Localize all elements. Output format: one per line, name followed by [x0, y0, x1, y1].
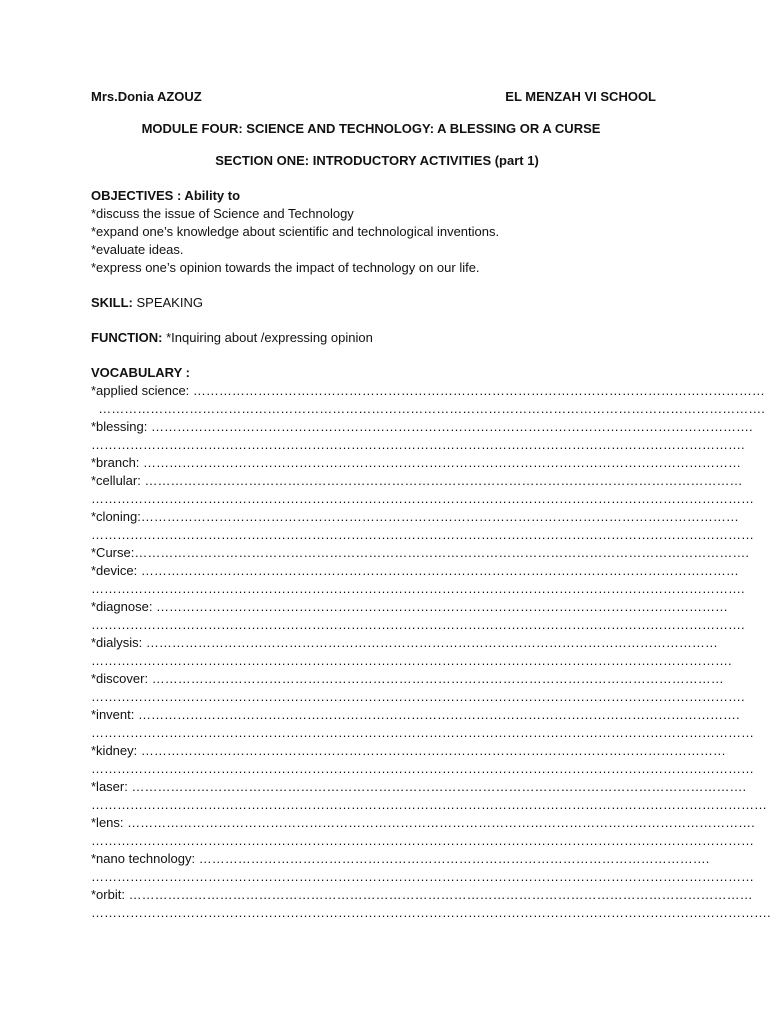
vocabulary-heading: VOCABULARY :: [91, 365, 190, 380]
function-label: FUNCTION:: [91, 330, 163, 345]
objective-item: *expand one’s knowledge about scientific and technological inventions.: [91, 224, 500, 239]
vocabulary-line[interactable]: *branch: …………………………………………………………………………………………………………………………: [91, 455, 742, 470]
module-title: MODULE FOUR: SCIENCE AND TECHNOLOGY: A BLESSING OR A CURSE: [141, 121, 601, 136]
vocabulary-line[interactable]: ………………………………………………………………………………………………………………………………………: [91, 725, 754, 740]
vocabulary-line[interactable]: ………………………………………………………………………………………………………………………………………: [91, 491, 754, 506]
vocabulary-line[interactable]: *kidney: ………………………………………………………………………………………………………………………: [91, 743, 726, 758]
function-value: *Inquiring about /expressing opinion: [162, 330, 373, 345]
vocabulary-line[interactable]: *invent: ………………………………………………………………………………………………………………………….: [91, 707, 740, 722]
vocabulary-line[interactable]: *orbit: ………………………………………………………………………………………………………………………………: [91, 887, 753, 902]
teacher-name: Mrs.Donia AZOUZ: [91, 89, 202, 104]
vocabulary-line[interactable]: *dialysis: ……………………………………………………………………………………………………………………: [91, 635, 718, 650]
skill-value: SPEAKING: [132, 295, 203, 310]
skill-label: SKILL:: [91, 295, 133, 310]
section-title: SECTION ONE: INTRODUCTORY ACTIVITIES (part 1): [215, 153, 539, 168]
vocabulary-line[interactable]: ……………………………………………………………………………………………………………………………………….: [91, 401, 765, 416]
vocabulary-line[interactable]: *device: …………………………………………………………………………………………………………………………: [91, 563, 739, 578]
vocabulary-lines: [91, 382, 771, 922]
vocabulary-line[interactable]: ………………………………………………………………………………………………………………………………………: [91, 761, 754, 776]
vocabulary-line[interactable]: *diagnose: ……………………………………………………………………………………………………………………: [91, 599, 729, 614]
vocabulary-line[interactable]: …………………………………………………………………………………………………………………………………….: [91, 581, 745, 596]
vocabulary-line[interactable]: ………………………………………………………………………………………………………………………………………: [91, 527, 754, 542]
vocabulary-line[interactable]: ………………………………………………………………………………………………………………………………………: [91, 833, 754, 848]
objective-item: *discuss the issue of Science and Technology: [91, 206, 354, 221]
vocabulary-line[interactable]: ………………………………………………………………………………………………………………………………………….: [91, 905, 771, 920]
vocabulary-line[interactable]: *cellular: …………………………………………………………………………………………………………………………: [91, 473, 743, 488]
vocabulary-line[interactable]: *Curse:…………………………………………………………………………………………………………………………….: [91, 545, 749, 560]
objective-item: *evaluate ideas.: [91, 242, 184, 257]
vocabulary-block: [91, 364, 771, 922]
worksheet-page: [91, 88, 771, 922]
vocabulary-line[interactable]: …………………………………………………………………………………………………………………………………….: [91, 437, 745, 452]
vocabulary-line[interactable]: *discover: ……………………………………………………………………………………………………………………: [91, 671, 724, 686]
objective-item: *express one’s opinion towards the impact of technology on our life.: [91, 260, 480, 275]
objectives-heading: OBJECTIVES : Ability to: [91, 188, 241, 203]
vocabulary-line[interactable]: *cloning:…………………………………………………………………………………………………………………………: [91, 509, 739, 524]
vocabulary-line[interactable]: …………………………………………………………………………………………………………………………………………: [91, 797, 767, 812]
vocabulary-line[interactable]: …………………………………………………………………………………………………………………………………….: [91, 689, 745, 704]
header-row: [91, 88, 677, 106]
school-name: EL MENZAH VI SCHOOL: [505, 89, 656, 104]
objectives-block: [91, 187, 677, 277]
vocabulary-line[interactable]: *nano technology: ……………………………………………………………………………………………………….: [91, 851, 710, 866]
vocabulary-line[interactable]: *blessing: ………………………………………………………………………………………………………………………….: [91, 419, 753, 434]
vocabulary-line[interactable]: *laser: …………………………………………………………………………………………………………………………….: [91, 779, 747, 794]
vocabulary-line[interactable]: *applied science: ……………………………………………………………………………………………………………………: [91, 383, 765, 398]
vocabulary-line[interactable]: *lens: ……………………………………………………………………………………………………………………………….: [91, 815, 755, 830]
vocabulary-line[interactable]: ………………………………………………………………………………………………………………………………………: [91, 869, 754, 884]
skill-line: [91, 294, 677, 312]
vocabulary-line[interactable]: …………………………………………………………………………………………………………………………………….: [91, 617, 745, 632]
vocabulary-line[interactable]: ………………………………………………………………………………………………………………………………….: [91, 653, 732, 668]
function-line: [91, 329, 677, 347]
